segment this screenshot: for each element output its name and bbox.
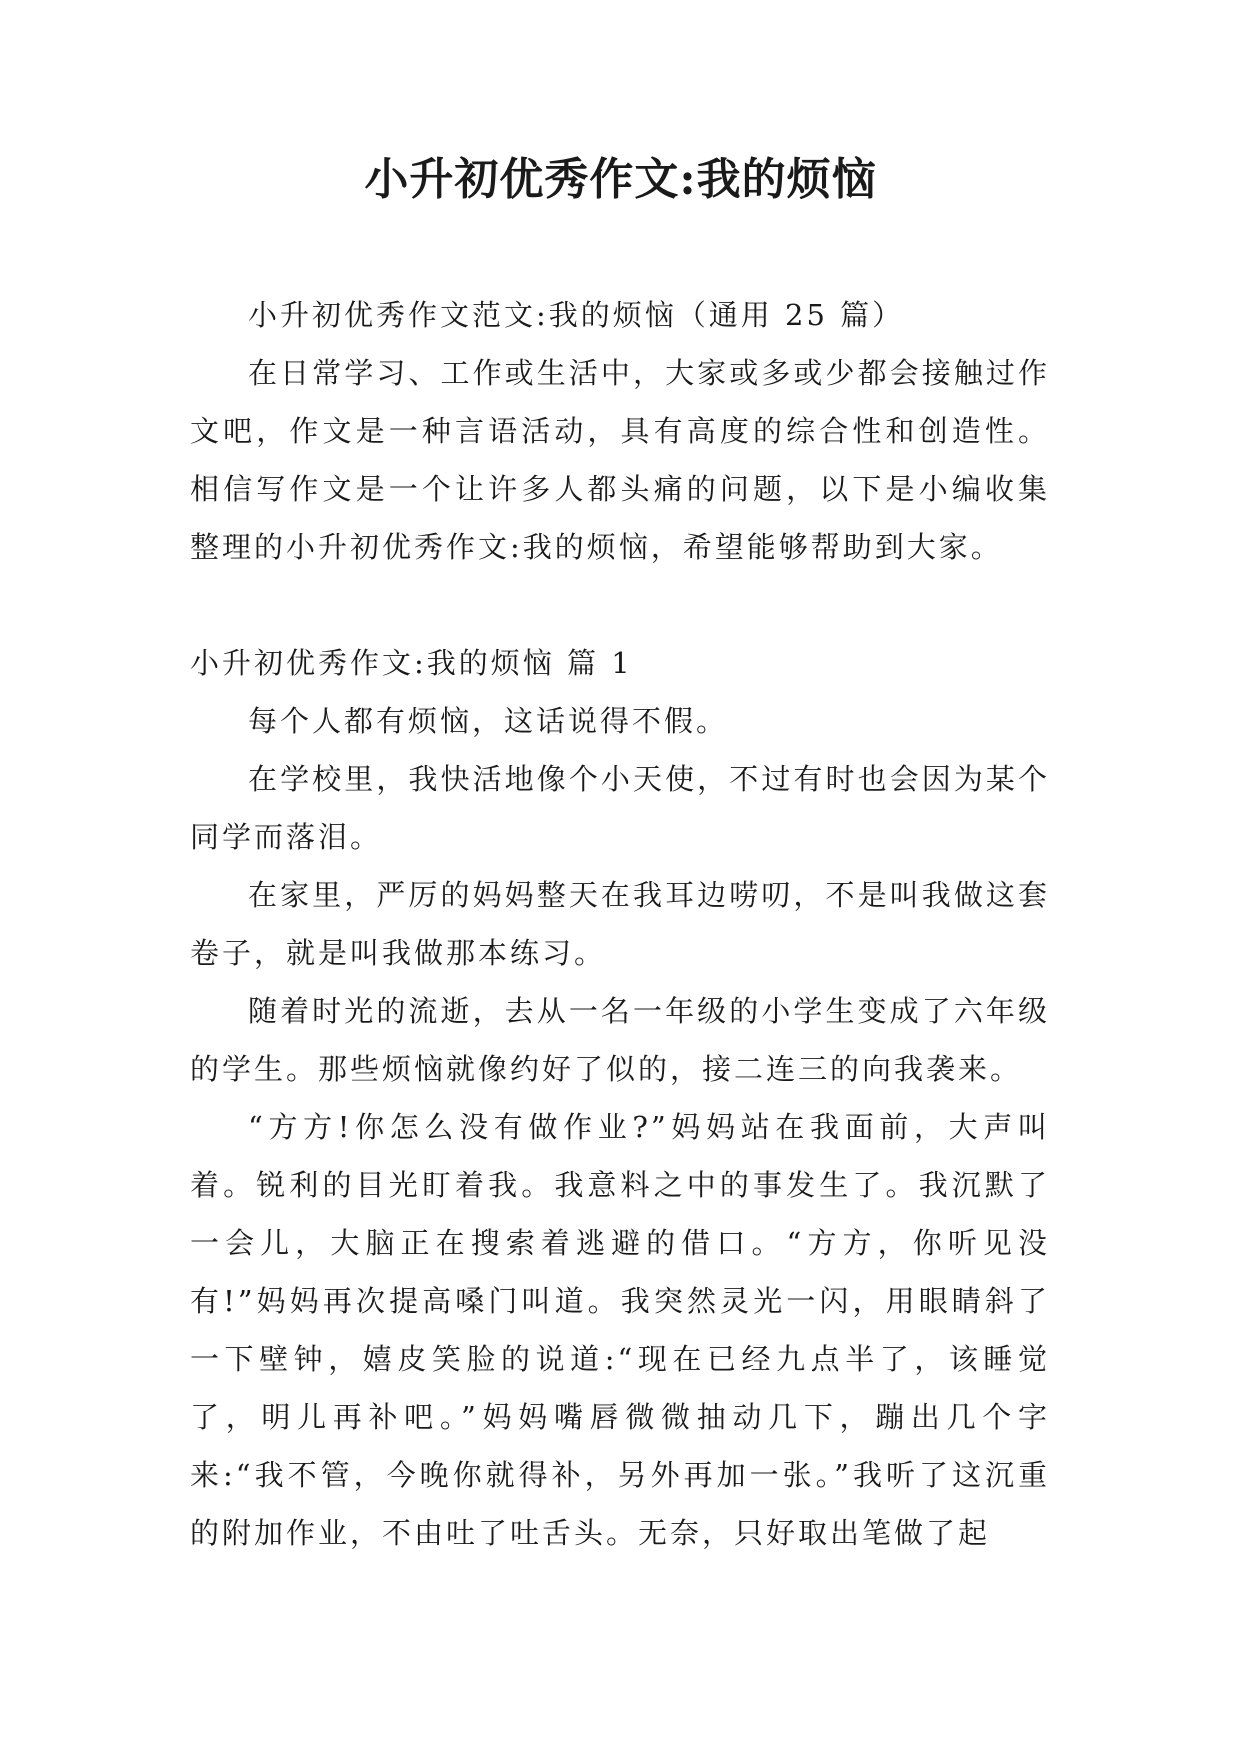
body-paragraph: 在家里，严厉的妈妈整天在我耳边唠叨，不是叫我做这套卷子，就是叫我做那本练习。 bbox=[190, 878, 1050, 970]
section-heading: 小升初优秀作文:我的烦恼 篇 1 bbox=[190, 646, 633, 680]
body-paragraph: “方方!你怎么没有做作业?”妈妈站在我面前，大声叫着。锐利的目光盯着我。我意料之中的事发生了。我沉默了一会儿，大脑正在搜索着逃避的借口。“方方，你听见没有!”妈妈再次提高嗓门叫道。我突然灵光一闪，用眼睛斜了一下壁钟，嬉皮笑脸的说道:“现在已经九点半了，该睡觉了，明儿再补吧。”妈妈嘴唇微微抽动几下，蹦出几个字来:“我不管，今晚你就得补，另外再加一张。”我听了这沉重的附加作业，不由吐了吐舌头。无奈，只好取出笔做了起 bbox=[190, 1110, 1050, 1550]
document-body bbox=[190, 286, 1050, 1562]
intro-paragraph: 在日常学习、工作或生活中，大家或多或少都会接触过作文吧，作文是一种言语活动，具有高度的综合性和创造性。相信写作文是一个让许多人都头痛的问题，以下是小编收集整理的小升初优秀作文:我的烦恼，希望能够帮助到大家。 bbox=[190, 356, 1050, 564]
intro-subtitle: 小升初优秀作文范文:我的烦恼（通用 25 篇） bbox=[248, 298, 905, 332]
body-paragraph: 随着时光的流逝，去从一名一年级的小学生变成了六年级的学生。那些烦恼就像约好了似的，接二连三的向我袭来。 bbox=[190, 994, 1050, 1086]
body-paragraph: 每个人都有烦恼，这话说得不假。 bbox=[248, 704, 729, 738]
body-paragraph: 在学校里，我快活地像个小天使，不过有时也会因为某个同学而落泪。 bbox=[190, 762, 1050, 854]
document-title: 小升初优秀作文:我的烦恼 bbox=[364, 154, 877, 205]
